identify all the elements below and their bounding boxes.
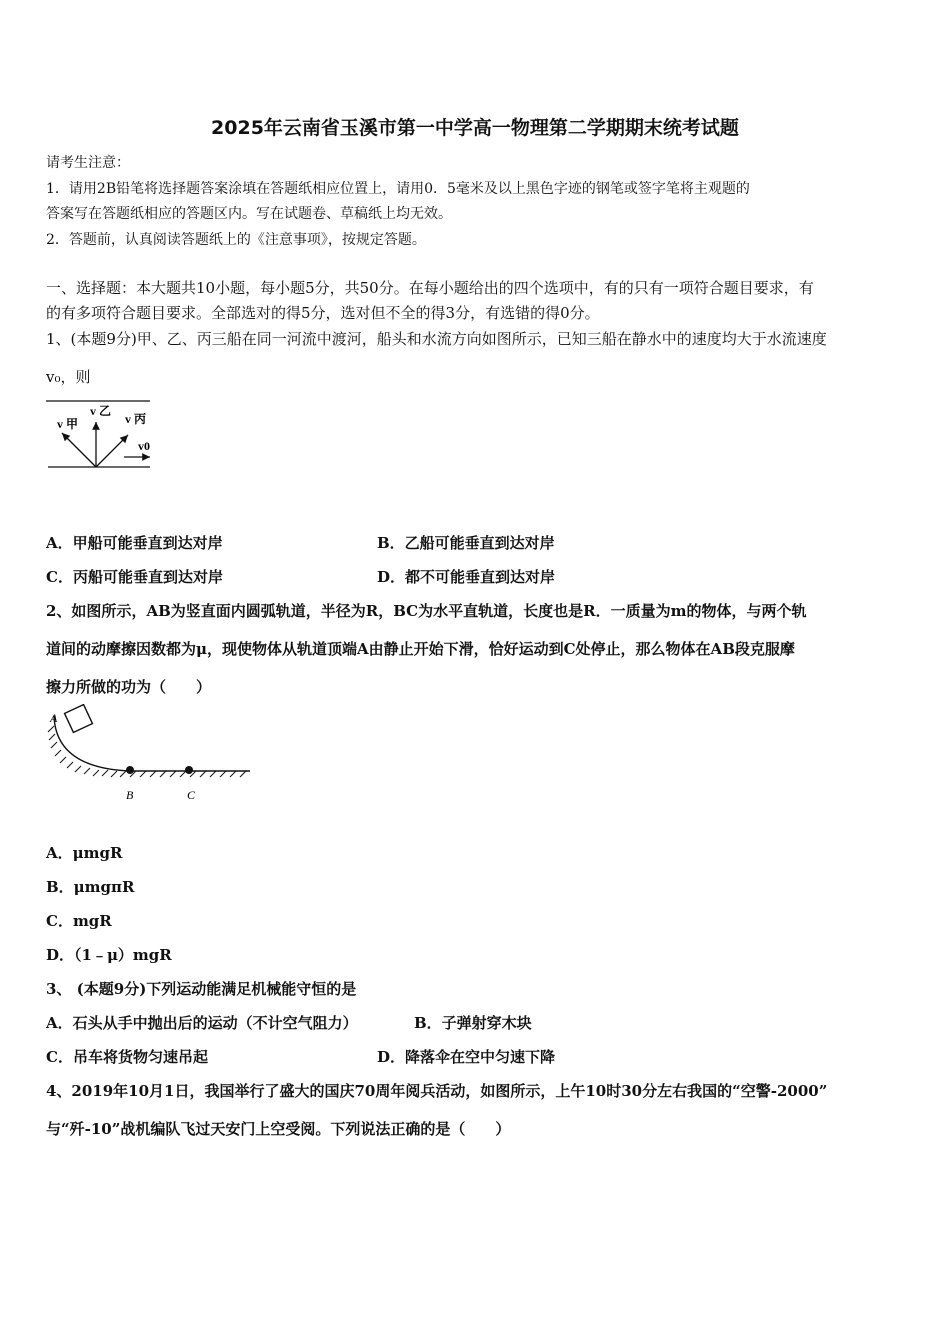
page-title: 2025年云南省玉溪市第一中学高一物理第二学期期末统考试题 bbox=[211, 117, 739, 139]
q2-option-a: A．μmgR bbox=[46, 844, 123, 862]
label-b: B bbox=[126, 788, 134, 802]
q4-stem-line-b: 与“歼-10”战机编队飞过天安门上空受阅。下列说法正确的是（ ） bbox=[46, 1120, 511, 1138]
q1-stem-line-a: 1、(本题9分)甲、乙、丙三船在同一河流中渡河，船头和水流方向如图所示，已知三船在静水中的速度均大于水流速度 bbox=[46, 330, 827, 348]
q2-option-d: D．（1﹣μ）mgR bbox=[46, 946, 172, 964]
sliding-block bbox=[65, 705, 93, 733]
arrow-v-jia bbox=[62, 433, 96, 467]
q3-stem: 3、 (本题9分)下列运动能满足机械能守恒的是 bbox=[46, 980, 357, 998]
q2-option-c: C．mgR bbox=[46, 912, 112, 930]
q1-option-c: C．丙船可能垂直到达对岸 bbox=[46, 568, 223, 586]
label-v-yi: v 乙 bbox=[90, 404, 112, 418]
q3-option-c: C．吊车将货物匀速吊起 bbox=[46, 1048, 208, 1066]
q2-stem-line-a: 2、如图所示，AB为竖直面内圆弧轨道，半径为R，BC为水平直轨道，长度也是R．一质量为m的物体，与两个轨 bbox=[46, 602, 807, 620]
q2-stem-line-c: 擦力所做的功为（ ） bbox=[46, 678, 212, 696]
q4-stem-line-a: 4、2019年10月1日，我国举行了盛大的国庆70周年阅兵活动，如图所示，上午10时30分左右我国的“空警-2000” bbox=[46, 1082, 828, 1100]
label-c: C bbox=[187, 788, 196, 802]
point-b-dot bbox=[126, 766, 134, 774]
label-a: A bbox=[50, 711, 58, 725]
q2-option-b: B．μmgπR bbox=[46, 878, 135, 896]
q2-track-figure bbox=[44, 704, 256, 806]
q3-option-d: D．降落伞在空中匀速下降 bbox=[377, 1048, 556, 1066]
notice-line-1b: 答案写在答题纸相应的答题区内。写在试题卷、草稿纸上均无效。 bbox=[46, 206, 452, 222]
q1-option-d: D．都不可能垂直到达对岸 bbox=[377, 568, 556, 586]
label-v-bing: v 丙 bbox=[125, 412, 147, 426]
notice-line-1a: 1．请用2B铅笔将选择题答案涂填在答题纸相应位置上，请用0．5毫米及以上黑色字迹的钢笔或签字笔将主观题的 bbox=[46, 181, 750, 197]
notice-heading: 请考生注意： bbox=[46, 155, 130, 171]
q3-option-a: A．石头从手中抛出后的运动（不计空气阻力） bbox=[46, 1014, 358, 1032]
section-intro-line-a: 一、选择题：本大题共10小题，每小题5分，共50分。在每小题给出的四个选项中，有的只有一项符合题目要求，有 bbox=[46, 279, 814, 297]
section-intro-line-b: 的有多项符合题目要求。全部选对的得5分，选对但不全的得3分，有选错的得0分。 bbox=[46, 304, 600, 322]
q3-option-b: B．子弹射穿木块 bbox=[414, 1014, 532, 1032]
q1-option-a: A．甲船可能垂直到达对岸 bbox=[46, 534, 223, 552]
q1-option-b: B．乙船可能垂直到达对岸 bbox=[377, 534, 555, 552]
label-v0: v0 bbox=[138, 439, 150, 453]
label-v-jia: v 甲 bbox=[57, 417, 79, 431]
notice-line-2: 2．答题前，认真阅读答题纸上的《注意事项》，按规定答题。 bbox=[46, 232, 426, 248]
ground-hatching bbox=[48, 726, 246, 777]
point-c-dot bbox=[185, 766, 193, 774]
q1-stem-line-b: v₀，则 bbox=[46, 368, 91, 386]
arrow-v-bing bbox=[96, 435, 128, 467]
q2-stem-line-b: 道间的动摩擦因数都为μ，现使物体从轨道顶端A由静止开始下滑，恰好运动到C处停止，那么物体在AB段克服摩 bbox=[46, 640, 795, 658]
q1-river-figure bbox=[44, 396, 164, 472]
